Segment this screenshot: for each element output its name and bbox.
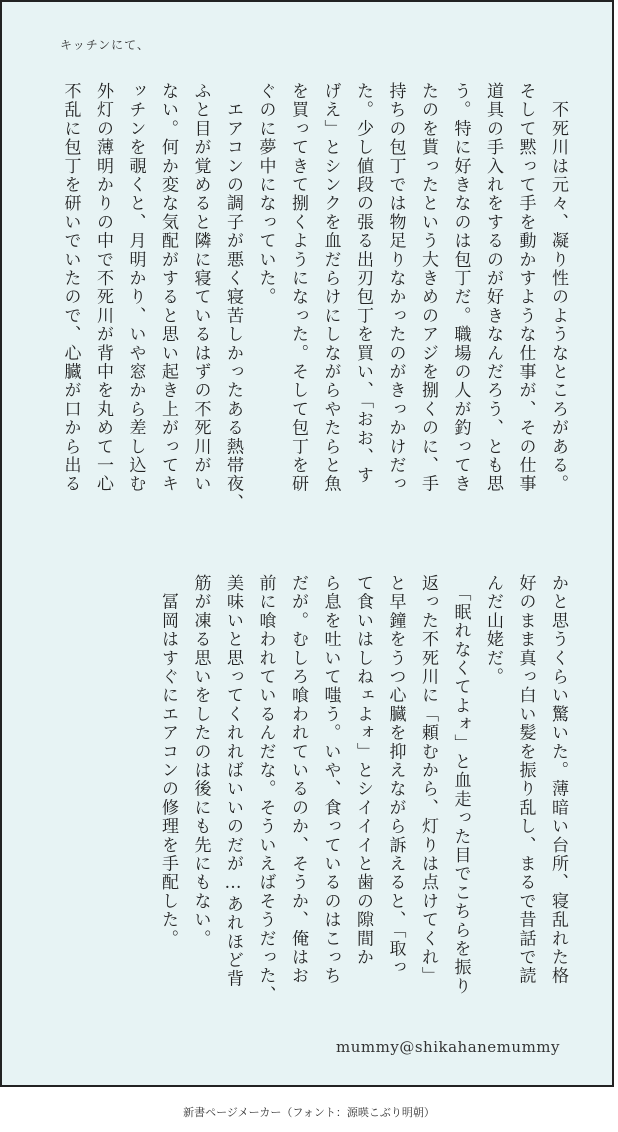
page-title: キッチンにて、 xyxy=(60,38,150,52)
text-line: 持ちの包丁では物足りなかったのがきっかけだっ xyxy=(385,82,406,494)
text-line: 好のまま真っ白い髪を振り乱し、まるで昔話で読 xyxy=(515,574,536,986)
text-line: て食いはしねェよォ」とシイイイと歯の隙間か xyxy=(353,574,373,967)
text-line: 不乱に包丁を研いでいたので、心臓が口から出る xyxy=(60,82,81,494)
text-line: ふと目が覚めると隣に寝ているはずの不死川がい xyxy=(190,82,211,494)
text-line: エアコンの調子が悪く寝苦しかったある熱帯夜、 xyxy=(223,82,243,513)
text-line: 返った不死川に「頼むから、灯りは点けてくれ」 xyxy=(418,574,438,986)
footer-credit: 新書ページメーカー（フォント：源暎こぶり明朝） xyxy=(183,1106,435,1119)
text-line: た。少し値段の張る出刃包丁を買い、「おお、す xyxy=(353,82,373,485)
text-line: 道具の手入れをするのが好きなんだろう、とも思 xyxy=(483,82,503,494)
author-signature: mummy@shikahanemummy xyxy=(336,1038,560,1056)
text-line: 外灯の薄明かりの中で不死川が背中を丸めて一心 xyxy=(93,82,113,494)
text-line: ら息を吐いて嗤う。いや、食っているのはこっち xyxy=(320,574,341,986)
text-line: かと思うくらい驚いた。薄暗い台所、寝乱れた格 xyxy=(548,574,568,986)
text-line: 不死川は元々、凝り性のようなところがある。 xyxy=(548,82,568,494)
text-line: 筋が凍る思いをしたのは後にも先にもない。 xyxy=(190,574,211,948)
text-line: んだ山姥だ。 xyxy=(483,574,503,687)
text-line: 前に喰われているんだな。そういえばそうだった、 xyxy=(255,574,276,1005)
text-line: たのを貰ったという大きめのアジを捌くのに、手 xyxy=(418,82,438,494)
text-line: そして黙って手を動かすような仕事が、その仕事 xyxy=(515,82,536,494)
text-column-upper xyxy=(54,82,574,542)
text-line: 「眠れなくてよォ」と血走った目でこちらを振り xyxy=(450,574,471,996)
text-line: 美味いと思ってくれればいいのだが…あれほど背 xyxy=(223,574,243,989)
text-line: 冨岡はすぐにエアコンの修理を手配した。 xyxy=(158,574,178,948)
text-line: と早鐘をうつ心臓を抑えながら訴えると、「取っ xyxy=(385,574,406,977)
text-line: ッチンを覗くと、月明かり、いや窓から差し込む xyxy=(125,82,146,494)
text-line: う。特に好きなのは包丁だ。職場の人が釣ってき xyxy=(450,82,471,494)
text-line: げえ」とシンクを血だらけにしながらやたらと魚 xyxy=(320,82,341,494)
text-line: ない。何か変な気配がすると思い起き上がってキ xyxy=(158,82,178,494)
text-line: ぐのに夢中になっていた。 xyxy=(255,82,276,307)
text-line: だが。むしろ喰われているのか、そうか、俺はお xyxy=(288,574,308,986)
text-column-lower xyxy=(152,574,575,1005)
text-line: を買ってきて捌くようになった。そして包丁を研 xyxy=(288,82,308,494)
